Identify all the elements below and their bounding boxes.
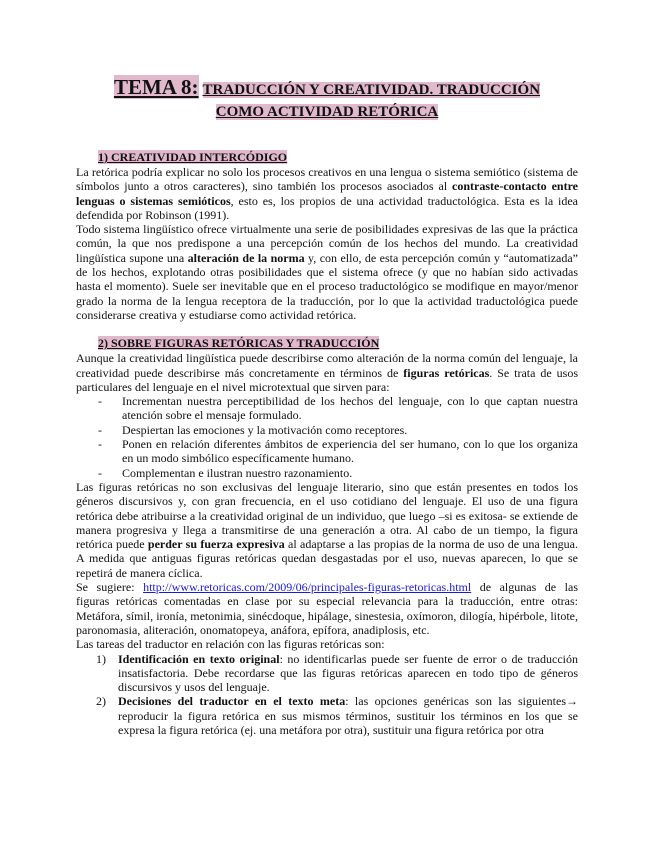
bold-term: Decisiones del traductor en el texto meta: [118, 694, 346, 709]
list-item: - Complementan e ilustran nuestro razonamiento.: [98, 465, 353, 480]
list-item: - Ponen en relación diferentes ámbitos de experiencia del ser humano, con lo que los organiza en un modo simbólico específicamente humano.: [98, 437, 578, 466]
dash-marker: -: [98, 437, 102, 452]
bold-term: Identificación en texto original: [118, 651, 280, 666]
bold-term: perder su fuerza expresiva: [147, 537, 285, 552]
document-title: [76, 76, 578, 123]
section-2-paragraph-1: Aunque la creatividad lingüística puede describirse como alteración de la norma común del lenguaje, la creatividad puede describirse más concretamente en términos de figuras retóricas. Se trata de usos particulares del lenguaje en el nivel microtextual que sirven para:: [76, 351, 578, 394]
number-marker: 2): [96, 694, 106, 709]
section-1-heading: 1) CREATIVIDAD INTERCÓDIGO: [98, 150, 288, 164]
title-line-1: TRADUCCIÓN Y CREATIVIDAD. TRADUCCIÓN: [202, 82, 541, 98]
dash-marker: -: [98, 422, 102, 437]
title-line-2: COMO ACTIVIDAD RETÓRICA: [215, 104, 439, 120]
bold-term: figuras retóricas: [403, 365, 490, 380]
translator-tasks-list: [76, 652, 578, 738]
document-page: [76, 76, 578, 737]
dash-marker: -: [98, 465, 102, 480]
number-marker: 1): [96, 651, 106, 666]
purpose-list: [76, 394, 578, 480]
section-2-paragraph-2: Las figuras retóricas no son exclusivas del lenguaje literario, sino que están presentes en todos los géneros discursivos y, con gran frecuencia, en el uso cotidiano del lenguaje. El uso de una figura retórica debe atribuirse a la creatividad original de un individuo, que luego –si es exitosa- se extiende de manera progresiva y llega a transmitirse de una generación a otra. Al cabo de un tiempo, la figura retórica puede perder su fuerza expresiva al adaptarse a las propias de la norma de uso de una lengua. A medida que antiguas figuras retóricas quedan desgastadas por el uso, nuevas aparecen, lo que se repetirá de manera cíclica.: [76, 479, 578, 580]
dash-marker: -: [98, 394, 102, 409]
bold-term: alteración de la norma: [187, 250, 305, 265]
section-2-paragraph-3: Se sugiere: http://www.retoricas.com/2009/06/principales-figuras-retoricas.html de algunas de las figuras retóricas comentadas en clase por su especial relevancia para la traducción, entre otras: Metáfora, símil, ironía, metonimia, sinécdoque, hipálage, sinestesia, oxímoron, dilogía, hipérbole, litote, paronomasia, aliteración, onomatopeya, anáfora, epífora, anadiplosis, etc.: [76, 580, 578, 637]
section-creatividad-intercodigo: [76, 150, 578, 322]
section-2-paragraph-4: Las tareas del traductor en relación con las figuras retóricas son:: [76, 637, 385, 652]
list-item: - Despiertan las emociones y la motivación como receptores.: [98, 422, 408, 437]
retoricas-link[interactable]: http://www.retoricas.com/2009/06/principales-figuras-retoricas.html: [143, 580, 472, 595]
title-topic-number: TEMA 8:: [113, 75, 199, 99]
list-item: - Incrementan nuestra perceptibilidad de los hechos del lenguaje, con lo que captan nuestra atención sobre el mensaje formulado.: [98, 394, 578, 423]
list-item: 2) Decisiones del traductor en el texto meta: las opciones genéricas son las siguientes→ reproducir la figura retórica en sus mismos términos, sustituir los términos en los que se expresa la figura retórica (ej. una metáfora por otra), sustituir una figura retórica por otra: [96, 694, 578, 737]
section-2-heading: 2) SOBRE FIGURAS RETÓRICAS Y TRADUCCIÓN: [98, 336, 380, 351]
section-1-paragraph-2: Todo sistema lingüístico ofrece virtualmente una serie de posibilidades expresivas de las que la práctica común, la que nos predispone a una percepción común de los hechos del mundo. La creatividad lingüística supone una alteración de la norma y, con ello, de esta percepción común y “automatizada” de los hechos, explotando otras posibilidades que el sistema ofrece (y que no habían sido activadas hasta el momento). Suele ser inevitable que en el proceso traductológico se modifique en mayor/menor grado la norma de la lengua receptora de la traducción, por lo que la actividad traductológica puede considerarse creativa y estudiarse como actividad retórica.: [76, 222, 578, 322]
section-figuras-retoricas: [76, 336, 578, 737]
list-item: 1) Identificación en texto original: no identificarlas puede ser fuente de error o de traducción insatisfactoria. Debe recordarse que las figuras retóricas aparecen en todo tipo de géneros discursivos y usos del lenguaje.: [96, 651, 578, 695]
bold-term: contraste-contacto entre lenguas o sistemas semióticos: [76, 179, 578, 208]
section-1-paragraph-1: La retórica podría explicar no solo los procesos creativos en una lengua o sistema semiótico (sistema de símbolos junto a otros caracteres), sino también los procesos asociados al contraste-contacto entre lenguas o sistemas semióticos, esto es, los propios de una actividad traductológica. Esta es la idea defendida por Robinson (1991).: [76, 165, 579, 222]
